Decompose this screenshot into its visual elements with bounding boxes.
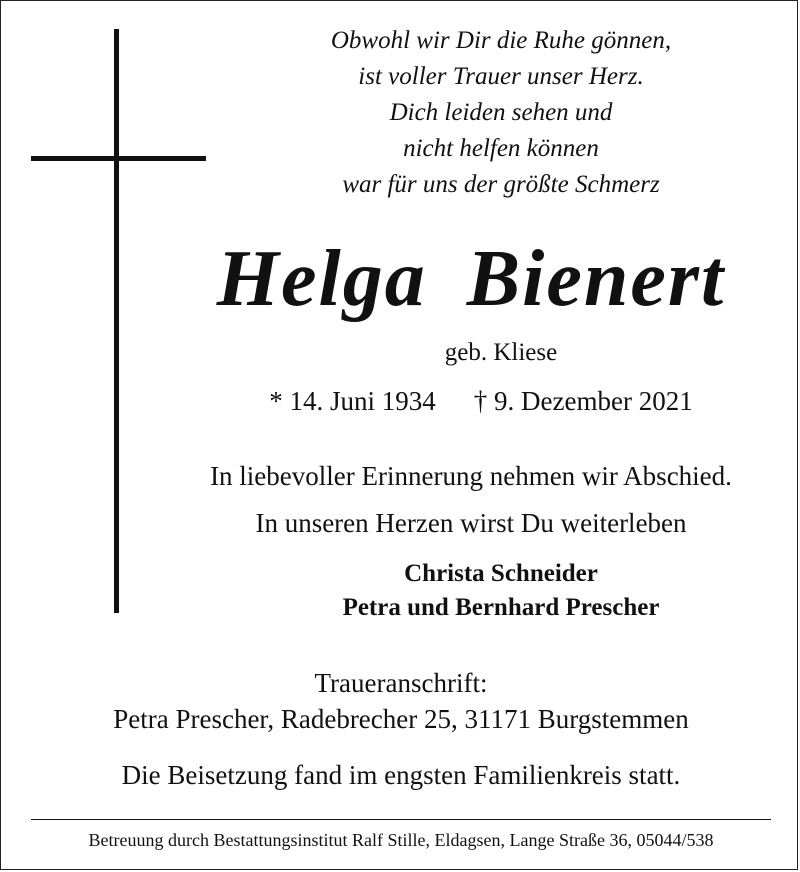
life-dates xyxy=(201,384,761,418)
cross-icon-vertical-bar xyxy=(114,29,119,613)
burial-note: Die Beisetzung fand im engsten Familienkreis statt. xyxy=(121,760,681,790)
cross-icon-horizontal-bar xyxy=(31,156,206,161)
poem-line: nicht helfen können xyxy=(403,135,599,162)
poem-line: Obwohl wir Dir die Ruhe gönnen, xyxy=(330,27,672,54)
mourner-name: Petra und Bernhard Prescher xyxy=(342,594,660,621)
mourners-list xyxy=(231,557,771,625)
address-label: Traueranschrift: xyxy=(314,668,488,698)
footer-divider xyxy=(31,819,771,820)
poem-line: ist voller Trauer unser Herz. xyxy=(358,63,644,90)
farewell-line: In liebevoller Erinnerung nehmen wir Abschied. xyxy=(210,461,732,491)
death-date: † 9. Dezember 2021 xyxy=(473,386,693,416)
address-value: Petra Prescher, Radebrecher 25, 31171 Burgstemmen xyxy=(113,704,689,734)
condolence-address xyxy=(21,665,781,737)
deceased-name: Helga Bienert xyxy=(216,235,726,323)
funeral-home-credit: Betreuung durch Bestattungsinstitut Ralf Stille, Eldagsen, Lange Straße 36, 05044/538 xyxy=(88,830,714,850)
poem-line: war für uns der größte Schmerz xyxy=(342,171,660,198)
mourner-name: Christa Schneider xyxy=(404,560,598,587)
farewell-text xyxy=(161,453,781,547)
farewell-line: In unseren Herzen wirst Du weiterleben xyxy=(255,508,687,538)
poem-line: Dich leiden sehen und xyxy=(389,99,613,126)
memorial-poem xyxy=(231,23,771,203)
birth-date: * 14. Juni 1934 xyxy=(269,386,436,416)
maiden-name: geb. Kliese xyxy=(444,339,558,366)
